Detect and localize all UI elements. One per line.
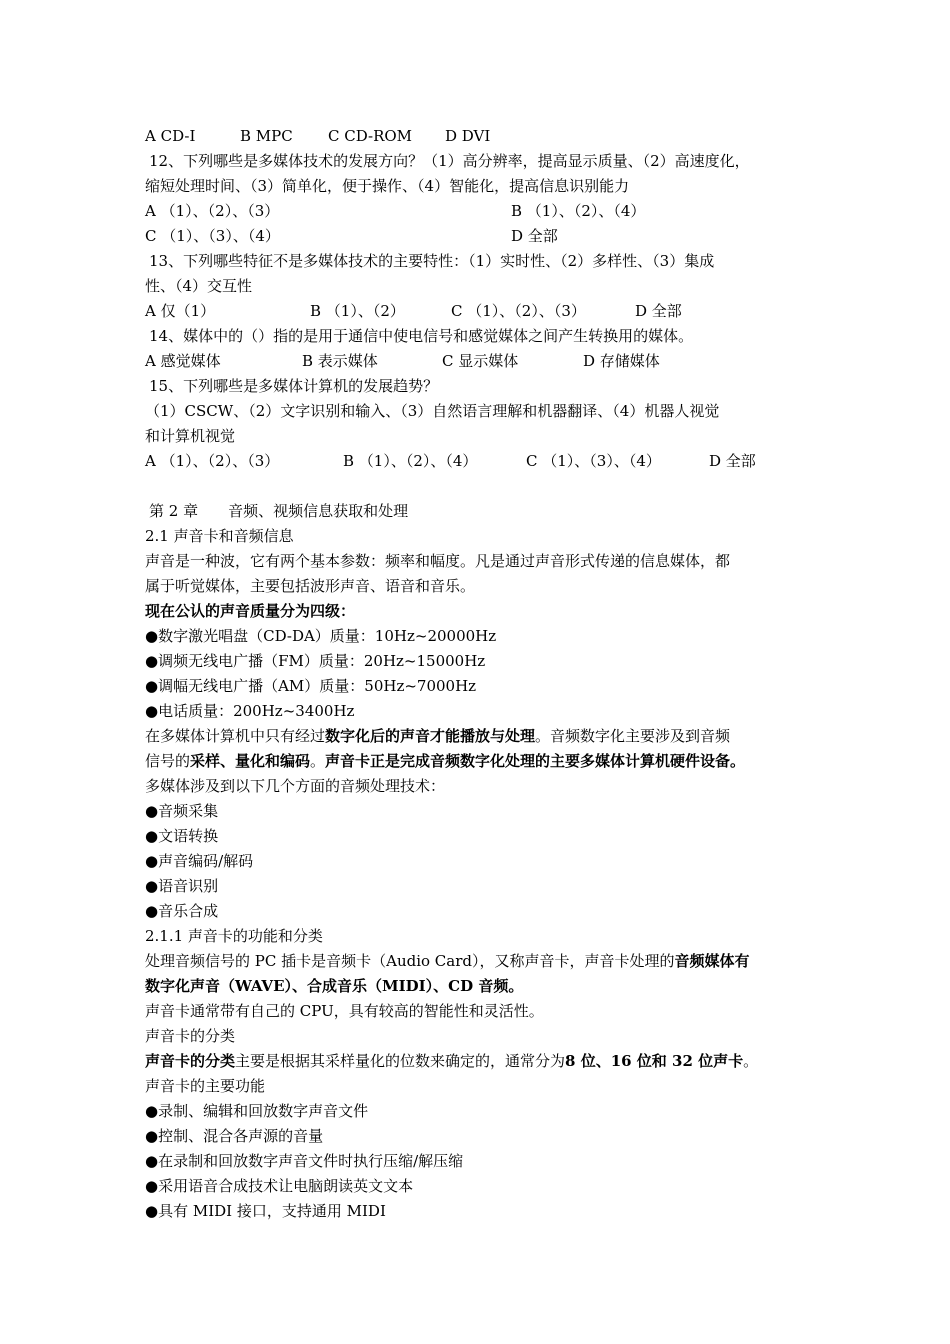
q14-option-c: C 显示媒体 (442, 352, 519, 370)
function-item: ●采用语音合成技术让电脑朗读英文文本 (145, 1177, 414, 1195)
q11-options (145, 124, 825, 149)
q15-option-d: D 全部 (709, 452, 756, 470)
q13-option-c: C （1）、（2）、（3） (451, 302, 586, 320)
tech-item: ●文语转换 (145, 827, 219, 845)
q14-question: 14、媒体中的（）指的是用于通信中使电信号和感觉媒体之间产生转换用的媒体。 (149, 327, 694, 345)
quality-item: ●数字激光唱盘（CD-DA）质量：10Hz~20000Hz (145, 627, 497, 645)
tech-item: ●音乐合成 (145, 902, 219, 920)
q13-question-line1: 13、下列哪些特征不是多媒体技术的主要特性：（1）实时性、（2）多样性、（3）集成 (149, 252, 715, 270)
q12-option-b: B （1）、（2）、（4） (511, 202, 646, 220)
q12-option-c: C （1）、（3）、（4） (145, 227, 280, 245)
text-run: 在多媒体计算机中只有经过 (145, 727, 326, 745)
blank-line (145, 474, 825, 499)
paragraph-sound-line1: 声音是一种波，它有两个基本参数：频率和幅度。凡是通过声音形式传递的信息媒体，都 (145, 552, 731, 570)
q13-question-line2: 性、（4）交互性 (145, 277, 253, 295)
q14-option-a: A 感觉媒体 (145, 352, 221, 370)
text-run: 主要是根据其采样量化的位数来确定的，通常分为 (235, 1052, 566, 1070)
q13-option-d: D 全部 (635, 302, 682, 320)
chapter-title: 第 2 章 音频、视频信息获取和处理 (149, 502, 409, 520)
tech-item: ●音频采集 (145, 802, 219, 820)
text-run: 。 (310, 752, 326, 770)
paragraph-digitization-line2 (145, 749, 825, 774)
text-run: 。 (743, 1052, 759, 1070)
document-page (145, 124, 825, 1224)
q15-question-line2: （1）CSCW、（2）文字识别和输入、（3）自然语言理解和机器翻译、（4）机器人视觉 (145, 402, 720, 420)
q13-options (145, 299, 825, 324)
text-run: 。音频数字化主要涉及到音频 (535, 727, 731, 745)
paragraph-audio-card-line1 (145, 949, 825, 974)
q12-question-line2: 缩短处理时间、（3）简单化，便于操作、（4）智能化，提高信息识别能力 (145, 177, 630, 195)
quality-item: ●调频无线电广播（FM）质量：20Hz~15000Hz (145, 652, 486, 670)
q12-option-a: A （1）、（2）、（3） (145, 202, 280, 220)
function-item: ●录制、编辑和回放数字声音文件 (145, 1102, 369, 1120)
classification-heading: 声音卡的分类 (145, 1027, 236, 1045)
q13-option-b: B （1）、（2） (310, 302, 405, 320)
bold-text-run: 声音卡正是完成音频数字化处理的主要多媒体计算机硬件设备。 (325, 752, 746, 770)
q11-option-a: A CD-I (145, 127, 196, 145)
quality-heading: 现在公认的声音质量分为四级： (145, 602, 356, 620)
q15-option-c: C （1）、（3）、（4） (526, 452, 661, 470)
function-item: ●控制、混合各声源的音量 (145, 1127, 324, 1145)
bold-text-run: 数字化后的声音才能播放与处理 (325, 727, 536, 745)
bold-text-run: 声音卡的分类 (145, 1052, 236, 1070)
text-run: 处理音频信号的 PC 插卡是音频卡（Audio Card），又称声音卡，声音卡处理的 (145, 952, 675, 970)
q14-options (145, 349, 825, 374)
paragraph-digitization-line1 (145, 724, 825, 749)
q11-option-b: B MPC (240, 127, 293, 145)
functions-heading: 声音卡的主要功能 (145, 1077, 266, 1095)
q12-options-row1 (145, 199, 825, 224)
q12-option-d: D 全部 (511, 227, 558, 245)
q15-options (145, 449, 825, 474)
q14-option-d: D 存储媒体 (583, 352, 660, 370)
bold-text-run: 8 位、16 位和 32 位声卡 (565, 1052, 744, 1070)
bold-text-run: 音频媒体有 (674, 952, 750, 970)
paragraph-classification (145, 1049, 825, 1074)
paragraph-audio-card-line2: 数字化声音（WAVE）、合成音乐（MIDI）、CD 音频。 (145, 977, 524, 995)
q12-options-row2 (145, 224, 825, 249)
q15-option-a: A （1）、（2）、（3） (145, 452, 280, 470)
quality-item: ●调幅无线电广播（AM）质量：50Hz~7000Hz (145, 677, 477, 695)
tech-item: ●声音编码/解码 (145, 852, 254, 870)
tech-item: ●语音识别 (145, 877, 219, 895)
paragraph-sound-line2: 属于听觉媒体，主要包括波形声音、语音和音乐。 (145, 577, 476, 595)
function-item: ●具有 MIDI 接口，支持通用 MIDI (145, 1202, 386, 1220)
q15-question-line1: 15、下列哪些是多媒体计算机的发展趋势？ (149, 377, 439, 395)
section-heading-2-1-1: 2.1.1 声音卡的功能和分类 (145, 927, 323, 945)
q15-question-line3: 和计算机视觉 (145, 427, 236, 445)
q15-option-b: B （1）、（2）、（4） (343, 452, 478, 470)
section-heading-2-1: 2.1 声音卡和音频信息 (145, 527, 294, 545)
q12-question-line1: 12、下列哪些是多媒体技术的发展方向？（1）高分辨率，提高显示质量、（2）高速度化， (149, 152, 750, 170)
q11-option-d: D DVI (445, 127, 491, 145)
q13-option-a: A 仅（1） (145, 302, 216, 320)
q14-option-b: B 表示媒体 (302, 352, 378, 370)
bold-text-run: 采样、量化和编码 (190, 752, 311, 770)
paragraph-tech-intro: 多媒体涉及到以下几个方面的音频处理技术： (145, 777, 446, 795)
quality-item: ●电话质量：200Hz~3400Hz (145, 702, 355, 720)
text-run: 信号的 (145, 752, 191, 770)
function-item: ●在录制和回放数字声音文件时执行压缩/解压缩 (145, 1152, 464, 1170)
paragraph-cpu: 声音卡通常带有自己的 CPU，具有较高的智能性和灵活性。 (145, 1002, 544, 1020)
q11-option-c: C CD-ROM (328, 127, 413, 145)
